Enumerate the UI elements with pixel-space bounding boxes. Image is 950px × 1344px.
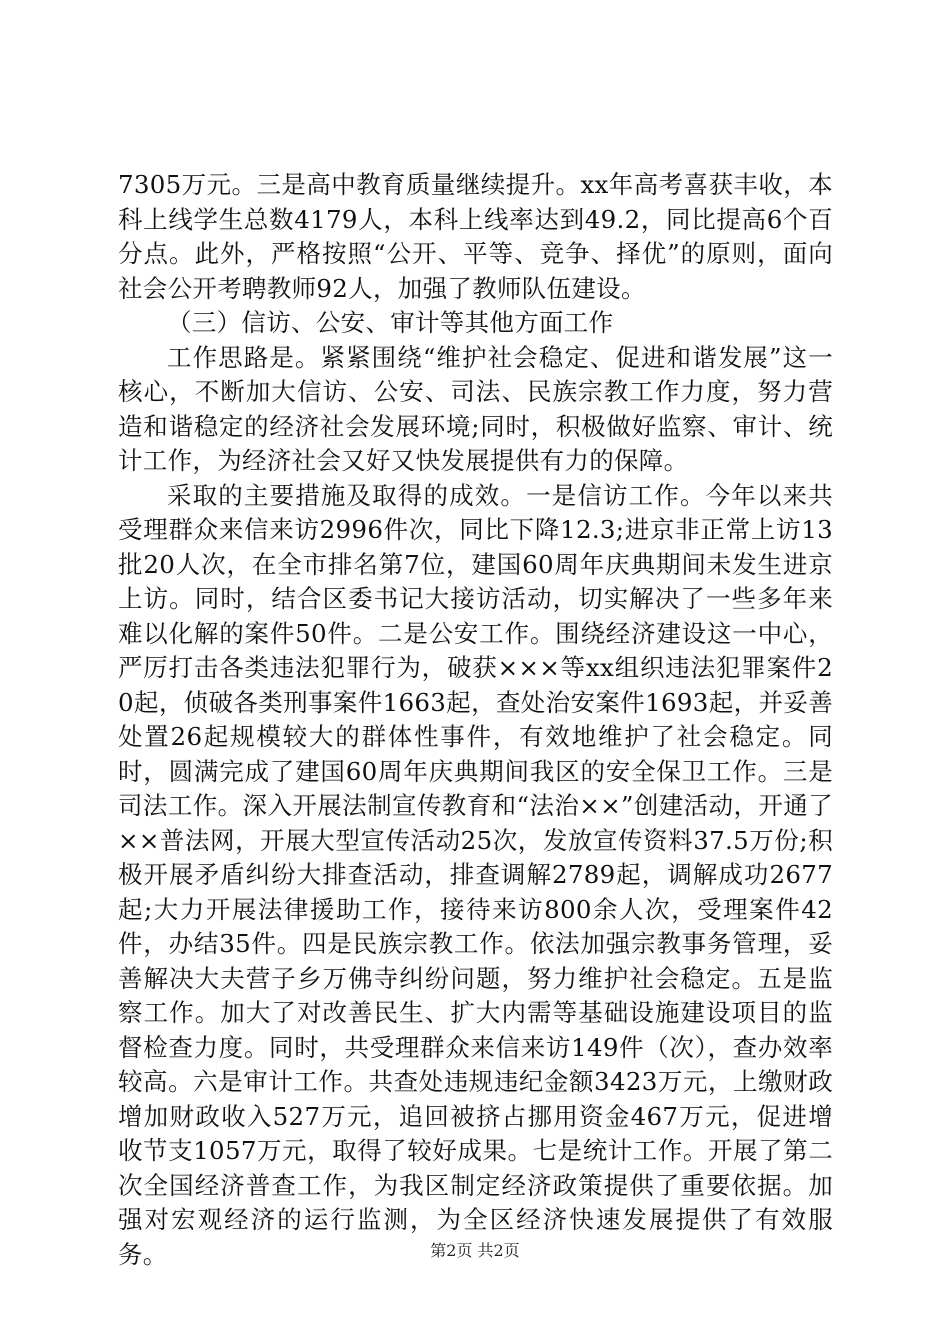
section-heading: （三）信访、公安、审计等其他方面工作 [167, 308, 614, 337]
document-body [118, 168, 833, 1272]
page-footer: 第2页 共2页 [430, 1241, 520, 1260]
paragraph-work-approach: 工作思路是。紧紧围绕“维护社会稳定、促进和谐发展”这一核心，不断加大信访、公安、司法、民族宗教工作力度，努力营造和谐稳定的经济社会发展环境;同时，积极做好监察、审计、统计工作，为经济社会又好又快发展提供有力的保障。 [118, 342, 833, 475]
paragraph-measures-results: 采取的主要措施及取得的成效。一是信访工作。今年以来共受理群众来信来访2996件次，同比下降12.3;进京非正常上访13批20人次，在全市排名第7位，建国60周年庆典期间未发生进京上访。同时，结合区委书记大接访活动，切实解决了一些多年来难以化解的案件50件。二是公安工作。围绕经济建设这一中心，严厉打击各类违法犯罪行为，破获×××等xx组织违法犯罪案件20起，侦破各类刑事案件1663起，查处治安案件1693起，并妥善处置26起规模较大的群体性事件，有效地维护了社会稳定。同时，圆满完成了建国60周年庆典期间我区的安全保卫工作。三是司法工作。深入开展法制宣传教育和“法治××”创建活动，开通了××普法网，开展大型宣传活动25次，发放宣传资料37.5万份;积极开展矛盾纠纷大排查活动，排查调解2789起，调解成功2677起;大力开展法律援助工作，接待来访800余人次，受理案件42件，办结35件。四是民族宗教工作。依法加强宗教事务管理，妥善解决大夫营子乡万佛寺纠纷问题，努力维护社会稳定。五是监察工作。加大了对改善民生、扩大内需等基础设施建设项目的监督检查力度。同时，共受理群众来信来访149件（次），查办效率较高。六是审计工作。共查处违规违纪金额3423万元，上缴财政增加财政收入527万元，追回被挤占挪用资金467万元，促进增收节支1057万元，取得了较好成果。七是统计工作。开展了第二次全国经济普查工作，为我区制定经济政策提供了重要依据。加强对宏观经济的运行监测，为全区经济快速发展提供了有效服务。 [118, 480, 833, 1269]
paragraph-continuation: 7305万元。三是高中教育质量继续提升。xx年高考喜获丰收，本科上线学生总数4179人，本科上线率达到49.2，同比提高6个百分点。此外，严格按照“公开、平等、竞争、择优”的原则，面向社会公开考聘教师92人，加强了教师队伍建设。 [118, 170, 833, 303]
